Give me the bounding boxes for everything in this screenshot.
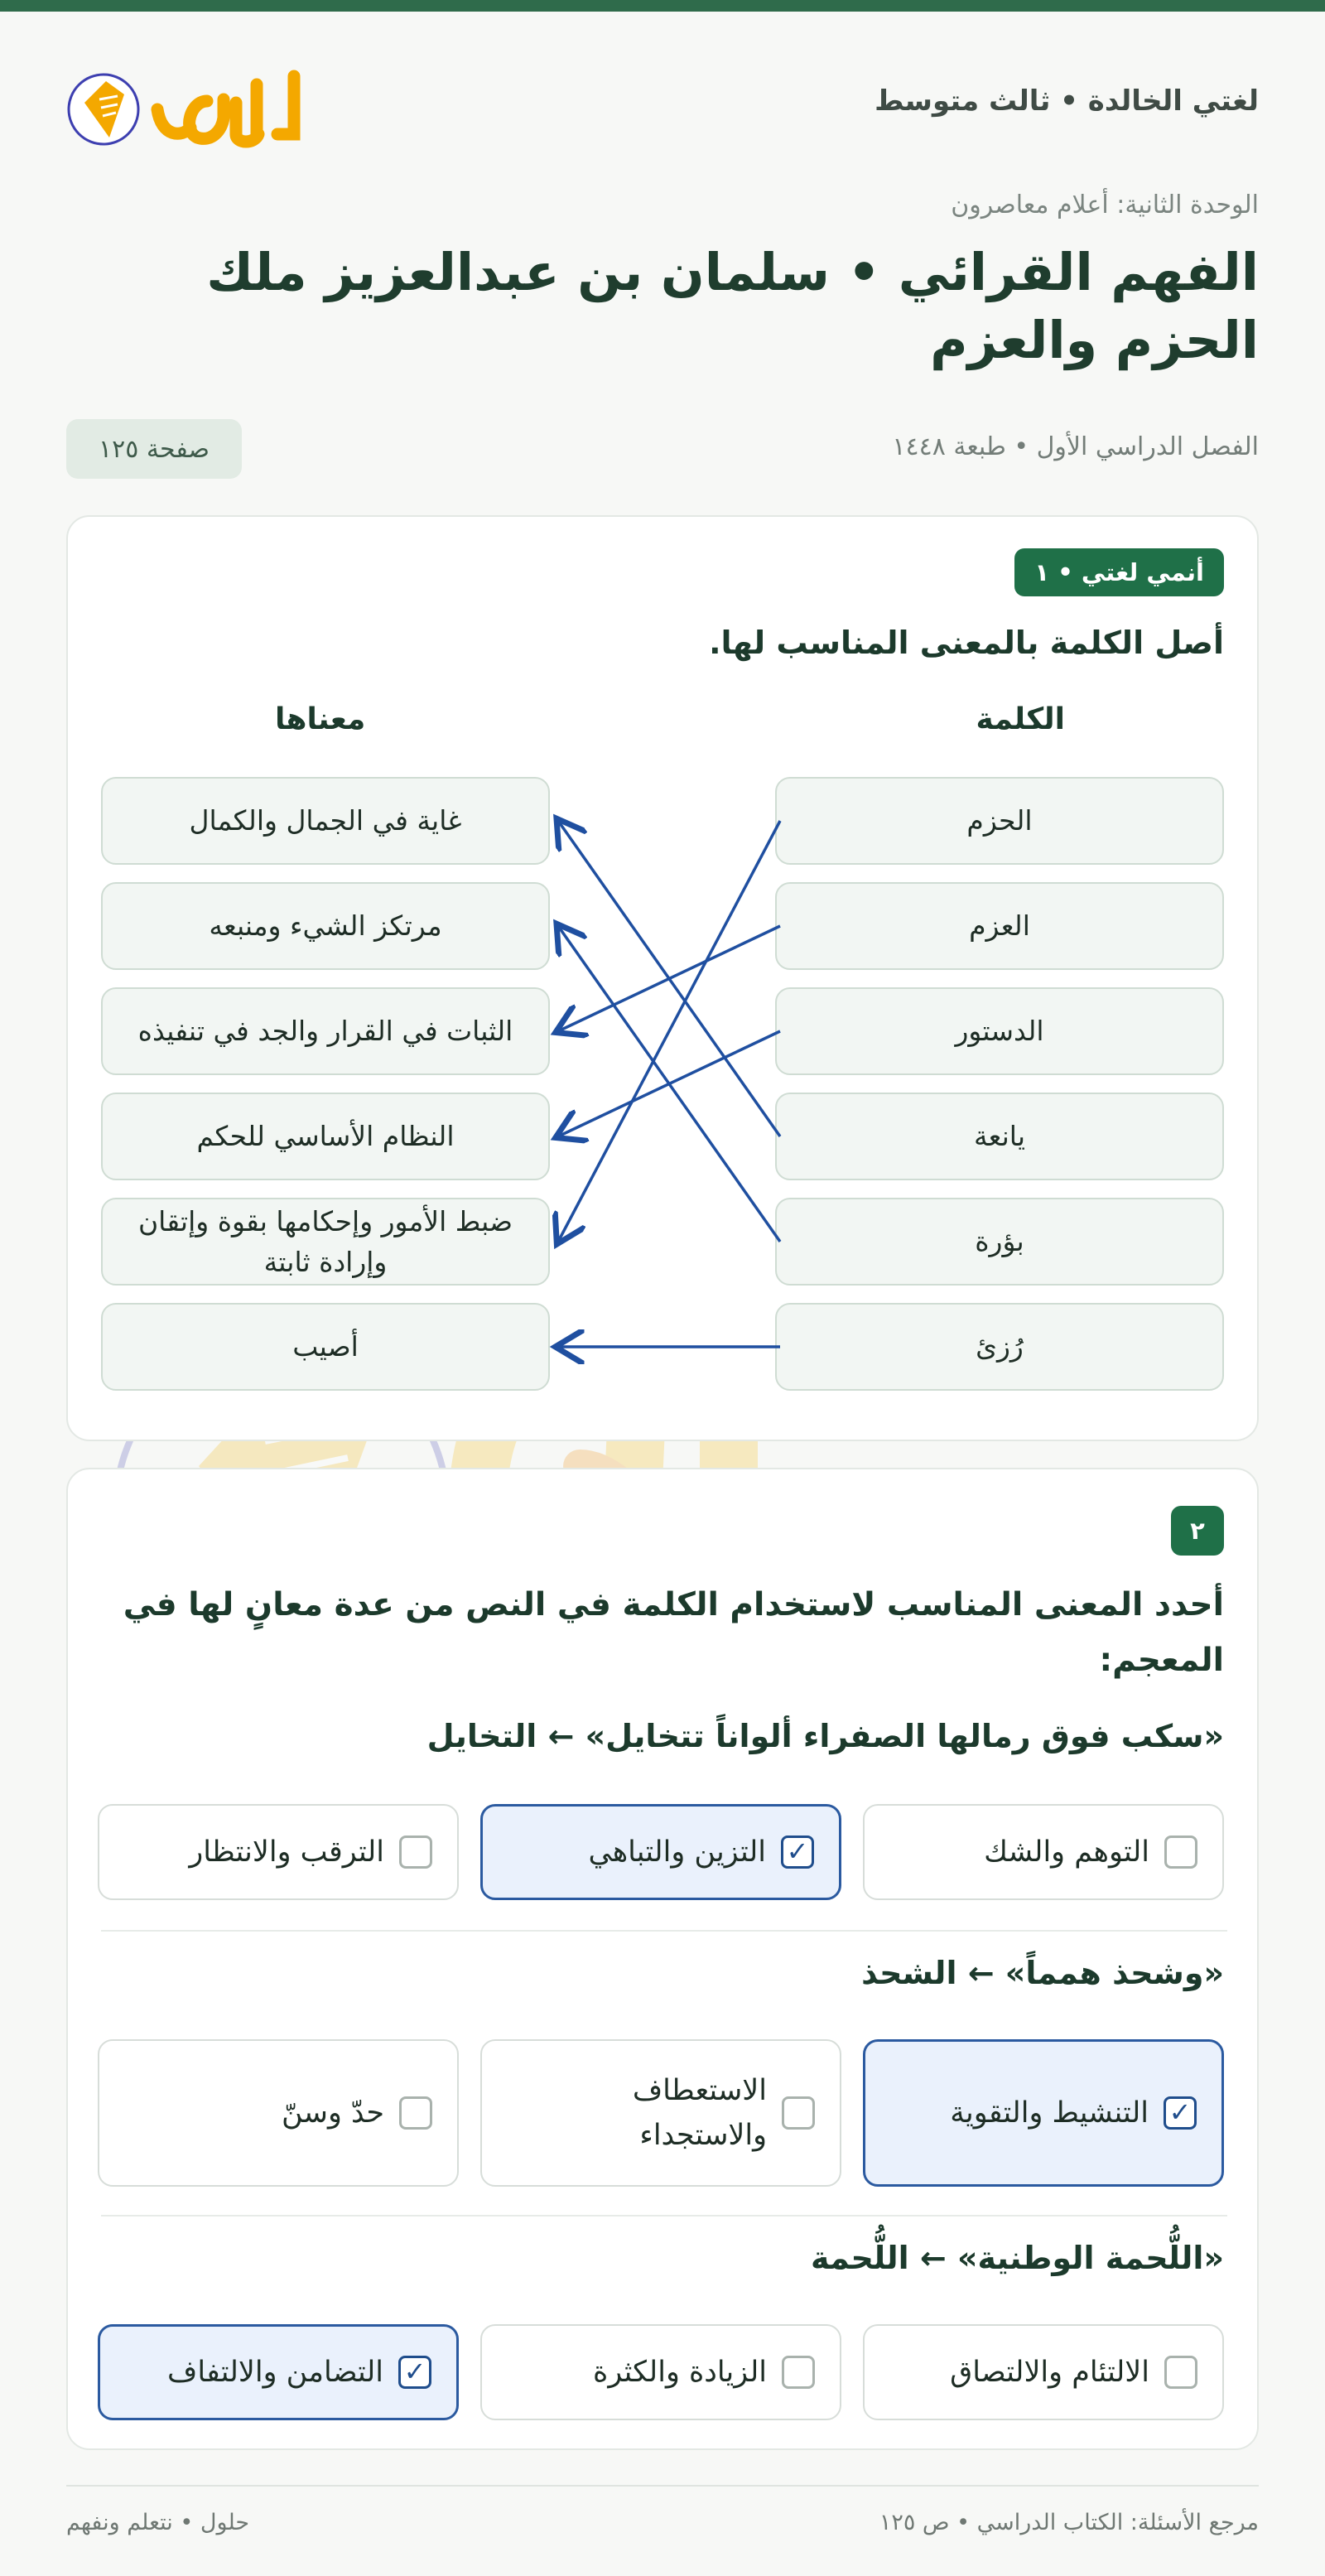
matching-instruction: أصل الكلمة بالمعنى المناسب لها. [709,625,1224,661]
choice-option[interactable] [863,2039,1224,2187]
match-arrow [558,926,780,1242]
meaning-choice-card [66,1468,1259,2450]
checkbox-icon[interactable] [1164,2356,1197,2389]
word-column-header: الكلمة [976,702,1065,736]
footer-brand: حلول • نتعلم ونفهم [66,2510,250,2535]
choice-option[interactable] [98,2324,459,2420]
meaning-cell[interactable]: ضبط الأمور وإحكامها بقوة وإتقان وإرادة ثابتة [101,1198,550,1286]
option-label: الزيادة والكثرة [593,2355,767,2389]
checkbox-icon[interactable] [399,2096,432,2130]
word-cell[interactable]: الحزم [775,777,1224,865]
choice-instruction: أحدد المعنى المناسب لاستخدام الكلمة في النص من عدة معانٍ لها في المعجم: [123,1586,1224,1680]
option-label: التزين والتباهي [588,1835,766,1869]
meaning-cell[interactable]: الثبات في القرار والجد في تنفيذه [101,987,550,1075]
page-number-badge: صفحة ١٢٥ [66,419,242,479]
meaning-column-header: معناها [275,702,366,736]
checkbox-icon[interactable] [782,2096,815,2130]
divider [101,1930,1227,1932]
choice-option[interactable] [98,1804,459,1900]
option-label: الالتئام والالتصاق [950,2355,1149,2389]
unit-label: الوحدة الثانية: أعلام معاصرون [951,191,1259,219]
word-cell[interactable]: بؤرة [775,1198,1224,1286]
page-header [66,51,1259,159]
choice-option[interactable] [863,2324,1224,2420]
match-arrow [558,1031,780,1136]
choice-option[interactable] [480,2324,841,2420]
section-tag: أنمي لغتي • ١ [1014,548,1224,596]
option-label: الترقب والانتظار [189,1835,384,1869]
divider [101,2215,1227,2217]
checkbox-icon[interactable]: ✓ [398,2356,431,2389]
choice-option[interactable] [480,1804,841,1900]
page-title: الفهم القرائي • سلمان بن عبدالعزيز ملك الحزم والعزم [206,242,1259,370]
word-cell[interactable]: رُزئ [775,1303,1224,1391]
phrase-prompt: «اللُّحمة الوطنية» ← اللُّحمة [810,2240,1224,2276]
checkbox-icon[interactable] [399,1836,432,1869]
match-arrow [558,926,780,1031]
matching-exercise-card [66,515,1259,1441]
match-arrow [558,821,780,1242]
phrase-prompt: «سكب فوق رمالها الصفراء ألواناً تتخايل» ← التخايل [426,1718,1224,1754]
edition-meta: الفصل الدراسي الأول • طبعة ١٤٤٨ [892,432,1259,461]
meaning-cell[interactable]: مرتكز الشيء ومنبعه [101,882,550,970]
word-cell[interactable]: الدستور [775,987,1224,1075]
option-label: التوهم والشك [984,1835,1149,1869]
hulul-logo[interactable] [66,51,306,155]
checkbox-icon[interactable] [782,2356,815,2389]
option-label: حدّ وسنّ [281,2096,384,2130]
word-cell[interactable]: العزم [775,882,1224,970]
question-number-tag: ٢ [1171,1506,1224,1556]
checkbox-icon[interactable]: ✓ [781,1836,814,1869]
phrase-prompt: «وشحذ همماً» ← الشحذ [861,1955,1224,1991]
option-label: التنشيط والتقوية [950,2096,1149,2130]
choice-option[interactable] [480,2039,841,2187]
word-cell[interactable]: يانعة [775,1093,1224,1180]
top-accent-bar [0,0,1325,12]
meaning-cell[interactable]: النظام الأساسي للحكم [101,1093,550,1180]
meaning-cell[interactable]: أصيب [101,1303,550,1391]
choice-option[interactable] [863,1804,1224,1900]
meaning-cell[interactable]: غاية في الجمال والكمال [101,777,550,865]
option-label: التضامن والالتفاف [167,2355,383,2389]
checkbox-icon[interactable] [1164,1836,1197,1869]
checkbox-icon[interactable]: ✓ [1164,2096,1197,2130]
option-label: الاستعطاف والاستجداء [632,2073,767,2152]
footer-divider [66,2485,1259,2487]
series-title: لغتي الخالدة • ثالث متوسط [874,84,1259,118]
choice-option[interactable] [98,2039,459,2187]
match-arrow [558,821,780,1136]
footer-reference: مرجع الأسئلة: الكتاب الدراسي • ص ١٢٥ [879,2510,1259,2535]
